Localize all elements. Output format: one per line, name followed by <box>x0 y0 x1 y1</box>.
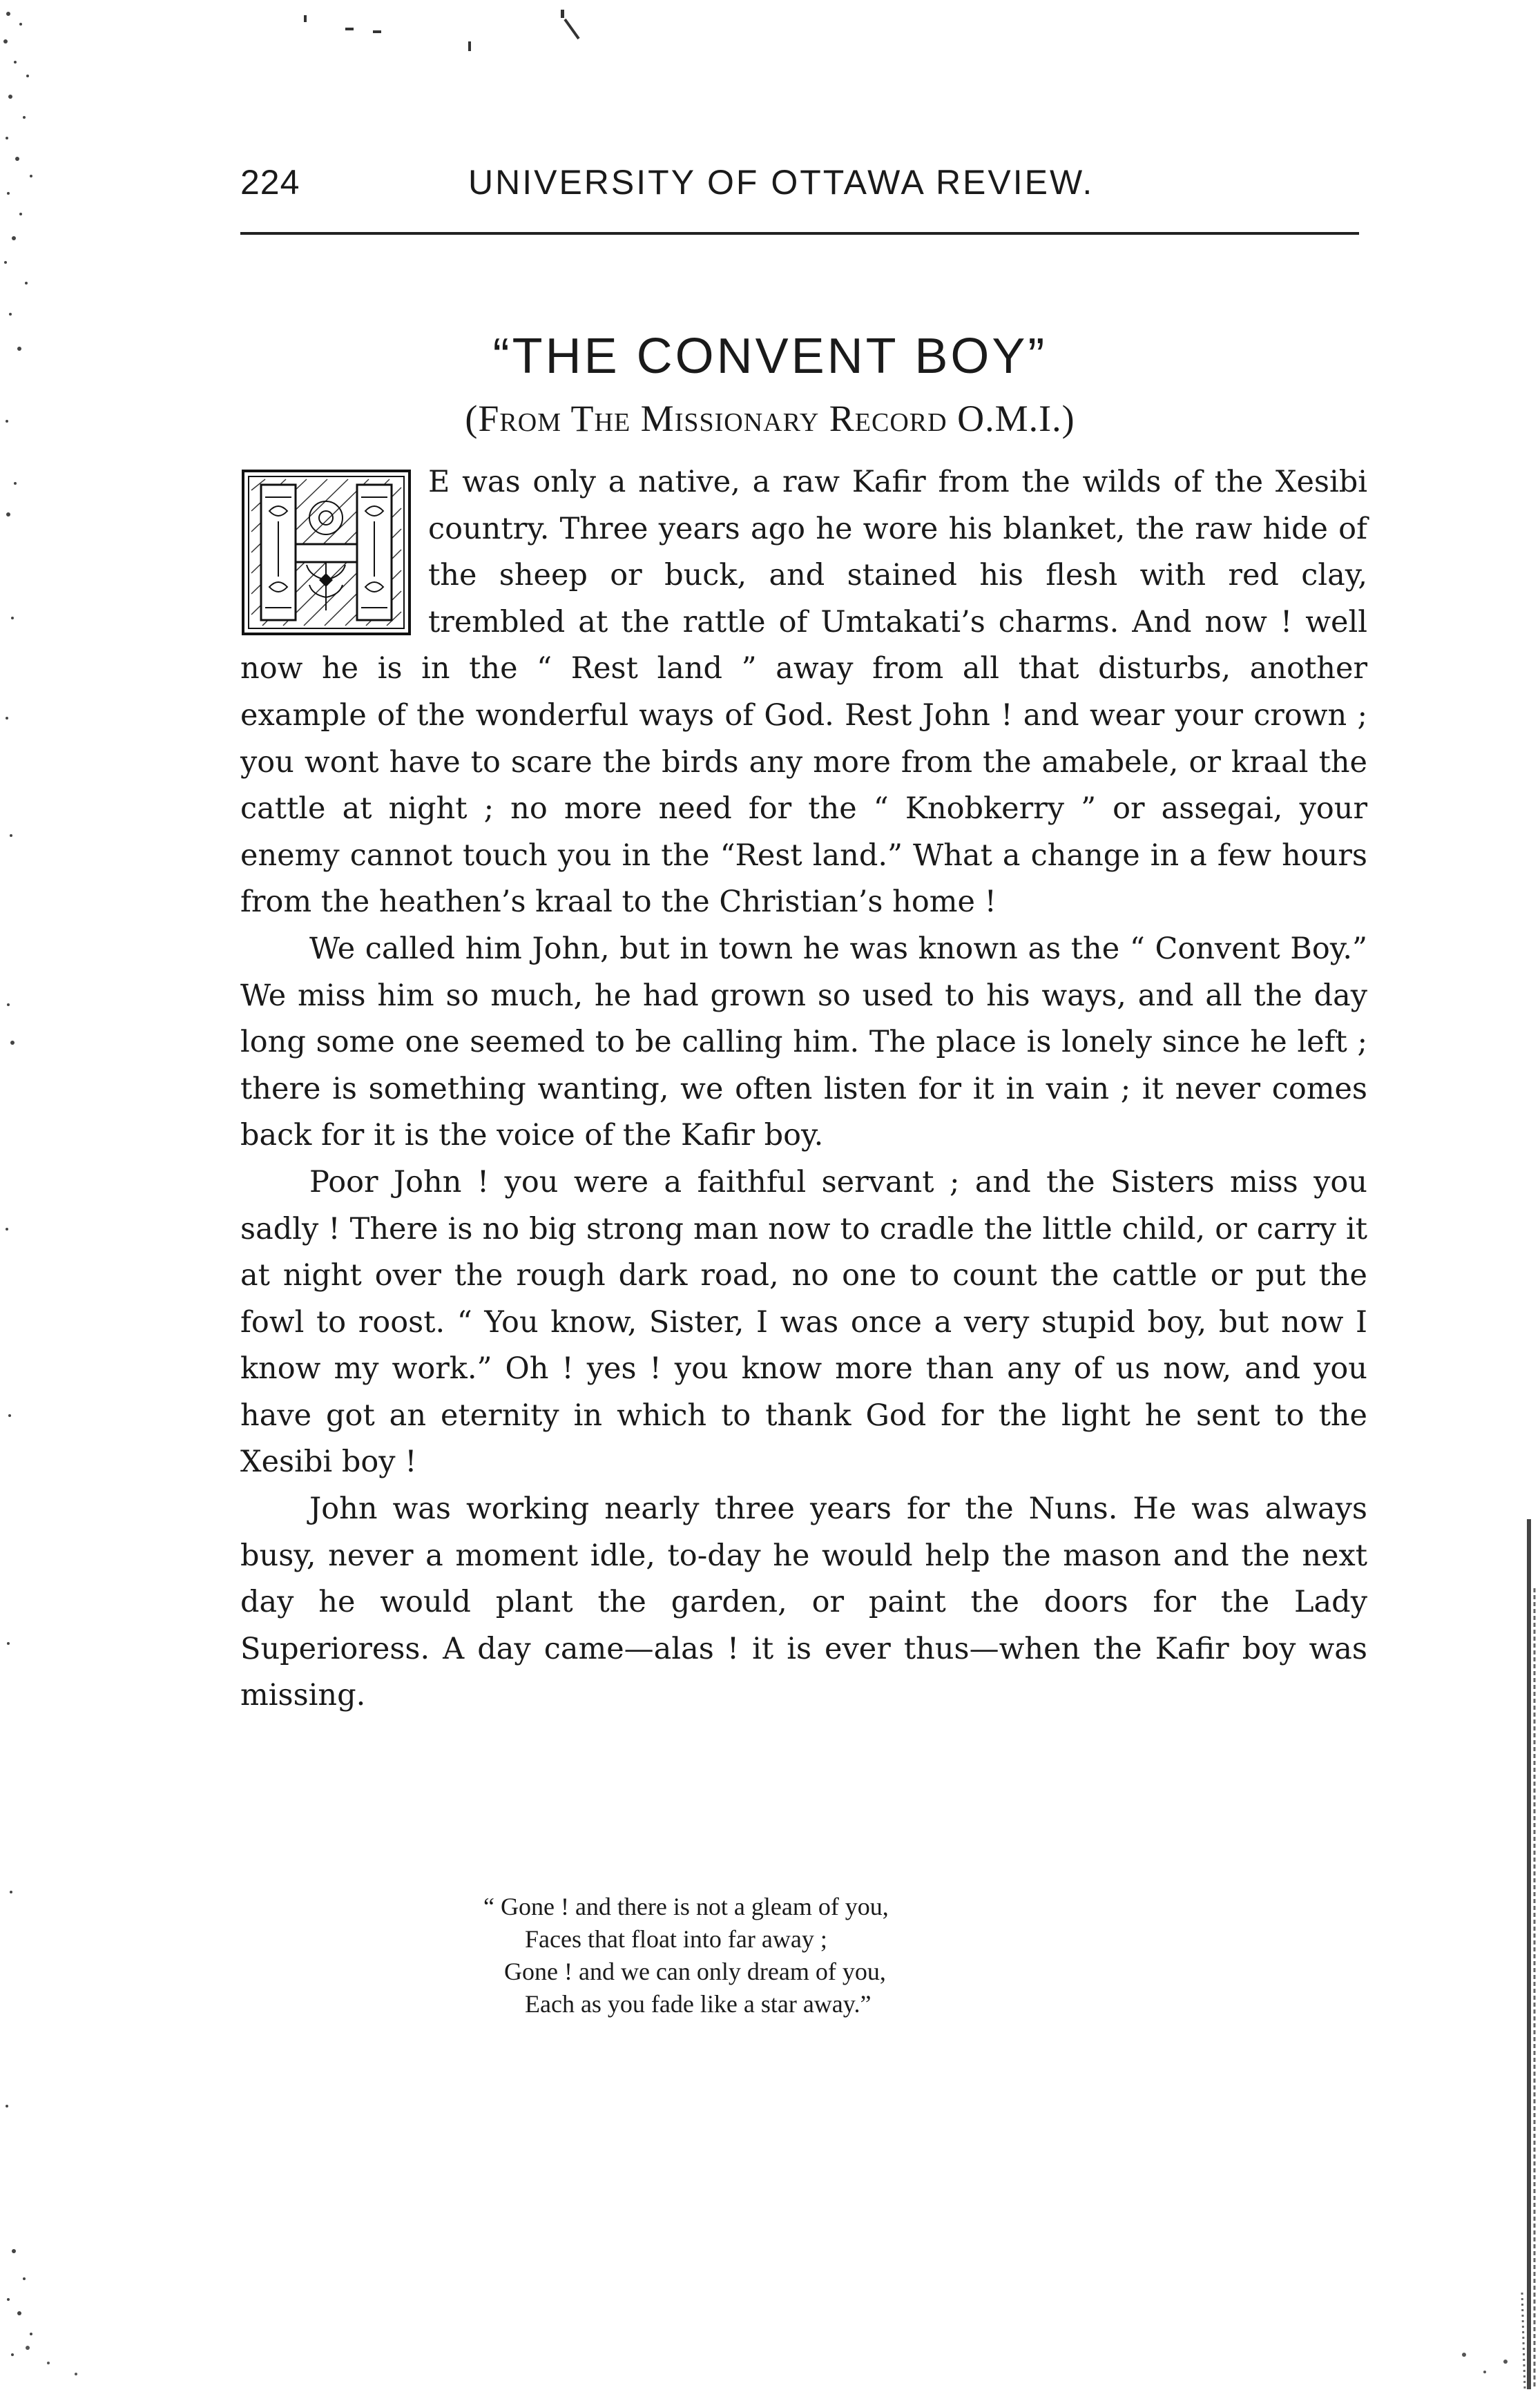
article-body <box>240 459 1367 1719</box>
paragraph: Poor John ! you were a faithful servant ; and the Sisters miss you sadly ! There is no big strong man now to cradle the little child, or carry it at night over the rough dark road, no one to count the cattle or put the fowl to roost. “ You know, Sister, I was once a very stupid boy, but now I know my work.” Oh ! yes ! you know more than any of us now, and you have got an eternity in which to thank God for the light he sent to the Xesibi boy ! <box>240 1164 1367 1480</box>
paragraph: John was working nearly three years for the Nuns. He was always busy, never a moment idle, to-day he would help the mason and the next day he would plant the garden, or paint the doors for the Lady Superioress. A day came—alas ! it is ever thus—when the Kafir boy was missing. <box>240 1492 1367 1713</box>
article-source-text: (From The Missionary Record O.M.I.) <box>465 398 1075 439</box>
article-title: “THE CONVENT BOY” <box>492 329 1048 384</box>
bottom-edge-scan-noise <box>0 2334 1540 2392</box>
verse-line: Each as you fade like a star away.” <box>525 1990 872 2018</box>
paragraph: We called him John, but in town he was known as the “ Convent Boy.” We miss him so much, he had grown so used to his ways, and all the day long some one seemed to be calling him. The place is lonely since he left ; there is something wanting, we often listen for it in vain ; it never comes back for it is the voice of the Kafir boy. <box>240 931 1367 1153</box>
page-header <box>240 162 1380 218</box>
paragraph-text: E was only a native, a raw Kafir from the wilds of the Xesibi country. Three years ago he wore his blanket, the raw hide of the sheep or buck, and stained his flesh with red clay, trembled at the rattle of Umtakati’s charms. And now ! well now he is in the “ Rest land ” away from all that disturbs, another example of the wonderful ways of God. Rest John ! and wear your crown ; you wont have to scare the birds any more from the amabele, or kraal the cattle at night ; no more need for the “ Knobkerry ” or assegai, your enemy cannot touch you in the “Rest land.” What a change in a few hours from the heathen’s kraal to the Christian’s home ! <box>240 465 1367 920</box>
running-head: UNIVERSITY OF OTTAWA REVIEW. <box>468 163 1095 202</box>
right-edge-scan-noise <box>1510 1505 1540 2392</box>
verse-line: Gone ! and we can only dream of you, <box>504 1958 886 1985</box>
top-edge-scan-noise <box>290 0 635 69</box>
drop-cap-space <box>240 465 428 643</box>
verse-quotation <box>483 1891 1174 2020</box>
verse-line: “ Gone ! and there is not a gleam of you, <box>483 1893 889 1920</box>
header-rule <box>240 232 1359 235</box>
verse-line: Faces that float into far away ; <box>525 1925 827 1953</box>
article-source <box>0 397 1540 440</box>
paragraph <box>240 459 1367 926</box>
page-number: 224 <box>240 163 300 202</box>
